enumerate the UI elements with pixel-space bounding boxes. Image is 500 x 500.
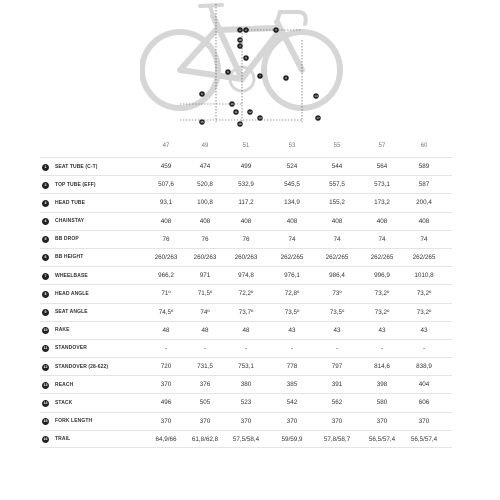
size-column-header: 49 — [201, 143, 209, 149]
table-cell: 370 — [376, 417, 388, 425]
table-cell: 76 — [162, 235, 170, 243]
table-cell: 73,7º — [238, 308, 254, 316]
diagram-marker — [237, 43, 243, 49]
row-label: RAKE — [55, 327, 70, 334]
diagram-marker — [199, 91, 205, 97]
table-cell: - — [335, 344, 339, 352]
table-cell: 134,9 — [284, 199, 300, 207]
table-cell: 544 — [331, 163, 343, 170]
table-cell: 731,5 — [197, 363, 213, 371]
table-cell: 391 — [331, 381, 343, 389]
diagram-marker-label: 5 — [245, 56, 247, 61]
table-cell: 542 — [286, 399, 298, 407]
table-cell: 262/265 — [325, 253, 349, 261]
row-number-badge: 3 — [42, 200, 49, 207]
table-cell: 408 — [376, 217, 388, 225]
table-cell: 380 — [240, 381, 252, 389]
diagram-marker — [257, 73, 263, 79]
table-cell: 43 — [333, 326, 341, 334]
diagram-marker — [273, 27, 279, 33]
table-cell: 43 — [420, 326, 428, 334]
table-cell: - — [164, 344, 168, 352]
diagram-marker-label: 18 — [238, 38, 242, 43]
table-cell: 61,8/62,8 — [191, 435, 219, 443]
diagram-marker-label: 10 — [230, 102, 234, 107]
table-cell: 74º — [200, 308, 210, 316]
geometry-row — [40, 357, 452, 375]
row-label: HEAD ANGLE — [55, 290, 89, 297]
table-cell: 459 — [160, 163, 172, 170]
table-cell: 797 — [331, 363, 343, 371]
row-number-badge: 4 — [42, 218, 49, 225]
size-column-header: 51 — [242, 143, 250, 149]
row-label: SEAT ANGLE — [55, 309, 88, 315]
row-number-badge: 15 — [43, 419, 48, 424]
diagram-marker — [315, 115, 321, 121]
diagram-marker-label: 4 — [239, 44, 241, 49]
row-label: HEAD TUBE — [55, 199, 86, 206]
table-cell: 974,8 — [238, 272, 254, 280]
table-cell: 117,2 — [238, 199, 254, 207]
row-number-badge: 10 — [43, 328, 48, 333]
bike-geometry-diagram — [140, 0, 360, 130]
table-cell: 404 — [418, 381, 430, 389]
table-cell: 564 — [376, 163, 388, 170]
geometry-row — [40, 321, 452, 339]
table-cell: 370 — [199, 417, 211, 425]
table-cell: 408 — [160, 217, 172, 225]
table-cell: 262/265 — [412, 253, 436, 261]
table-cell: 260/263 — [193, 253, 217, 261]
row-label: STANDOVER — [55, 345, 87, 352]
table-cell: 587 — [418, 181, 430, 189]
table-cell: 606 — [418, 399, 430, 407]
table-cell: 370 — [418, 417, 430, 425]
diagram-marker — [237, 121, 243, 127]
table-cell: 838,9 — [416, 363, 432, 371]
table-cell: 260/263 — [154, 253, 178, 261]
diagram-marker — [233, 109, 239, 115]
table-cell: 408 — [331, 217, 343, 225]
size-header-row — [40, 143, 452, 157]
row-number-badge: 1 — [42, 164, 49, 171]
geometry-row — [40, 266, 452, 284]
row-number-badge: 13 — [43, 382, 48, 387]
table-cell: 73,2º — [374, 290, 390, 298]
geometry-row — [40, 412, 452, 430]
row-number-badge: 5 — [42, 236, 49, 243]
table-cell: 545,5 — [284, 181, 300, 189]
table-cell: 262/265 — [370, 253, 394, 261]
table-cell: 73º — [332, 290, 342, 298]
diagram-marker — [199, 119, 205, 125]
geometry-row — [40, 375, 452, 393]
table-cell: 986,4 — [329, 272, 345, 280]
diagram-marker-label: 17 — [316, 116, 320, 121]
geometry-row — [40, 284, 452, 302]
table-cell: 72,2º — [238, 290, 254, 298]
table-cell: 496 — [160, 399, 172, 407]
geometry-row — [40, 430, 452, 448]
table-cell: 74 — [420, 235, 428, 243]
row-number-badge: 12 — [43, 364, 48, 369]
table-cell: 76 — [201, 235, 209, 243]
table-cell: 370 — [286, 417, 298, 425]
diagram-marker-label: 1 — [239, 28, 241, 33]
table-cell: 370 — [331, 417, 343, 425]
table-cell: 398 — [376, 381, 388, 389]
diagram-marker — [225, 69, 231, 75]
row-number-badge: 16 — [43, 437, 48, 442]
diagram-marker-label: 8 — [285, 76, 287, 81]
diagram-marker-label: 16 — [238, 122, 242, 127]
table-cell: 74,5º — [158, 308, 174, 316]
table-cell: - — [422, 344, 426, 352]
diagram-marker-label: 13 — [258, 116, 262, 121]
table-cell: 200,4 — [416, 199, 432, 207]
table-cell: 48 — [242, 326, 250, 334]
geometry-row — [40, 193, 452, 211]
table-cell: 778 — [286, 363, 298, 371]
table-cell: 71,5º — [197, 290, 213, 298]
table-cell: 408 — [286, 217, 298, 225]
table-cell: 971 — [199, 272, 211, 280]
row-number-badge: 8 — [42, 291, 49, 298]
row-label: WHEELBASE — [55, 272, 88, 279]
row-label: TOP TUBE (EFF) — [55, 181, 96, 188]
table-cell: 507,6 — [158, 181, 174, 189]
row-number-badge: 11 — [43, 346, 48, 351]
table-cell: 73,5º — [284, 308, 300, 316]
row-label: BB HEIGHT — [55, 254, 84, 261]
size-column-header: 57 — [378, 143, 386, 149]
diagram-marker-label: 12 — [248, 110, 252, 115]
table-cell: 370 — [240, 417, 252, 425]
row-label: REACH — [55, 381, 74, 388]
row-label: STACK — [55, 399, 73, 406]
table-cell: 74 — [288, 235, 296, 243]
table-cell: 524 — [286, 163, 298, 170]
table-cell: 71º — [161, 290, 171, 298]
table-cell: 408 — [240, 217, 252, 225]
row-label: TRAIL — [55, 436, 71, 443]
table-cell: 48 — [162, 326, 170, 334]
table-cell: 370 — [160, 381, 172, 389]
row-label: STANDOVER (28-622) — [55, 363, 109, 370]
table-cell: 385 — [286, 381, 298, 389]
table-cell: - — [203, 344, 207, 352]
diagram-marker-label: 6 — [227, 70, 229, 75]
table-cell: 376 — [199, 381, 211, 389]
table-cell: 64,9/66 — [155, 435, 177, 443]
table-cell: 155,2 — [329, 199, 345, 207]
size-column-header: 47 — [162, 143, 170, 149]
table-cell: 474 — [199, 163, 211, 170]
table-cell: 73,2º — [416, 290, 432, 298]
row-number-badge: 2 — [42, 182, 49, 189]
size-column-header: 53 — [288, 143, 296, 149]
table-cell: 408 — [418, 217, 430, 225]
table-cell: 753,1 — [238, 363, 254, 371]
table-cell: - — [244, 344, 248, 352]
diagram-marker-label: 15 — [200, 120, 204, 125]
row-number-badge: 7 — [42, 273, 49, 280]
geometry-row — [40, 303, 452, 321]
table-cell: 814,6 — [374, 363, 390, 371]
diagram-marker — [243, 27, 249, 33]
table-cell: 720 — [160, 363, 172, 371]
row-number-badge: 9 — [42, 309, 49, 316]
table-cell: 562 — [331, 399, 343, 407]
table-cell: 73,2º — [416, 308, 432, 316]
table-cell: 580 — [376, 399, 388, 407]
table-cell: 260/263 — [234, 253, 258, 261]
diagram-marker — [237, 27, 243, 33]
table-cell: 74 — [378, 235, 386, 243]
diagram-marker-label: 7 — [259, 74, 261, 79]
row-number-badge: 14 — [43, 400, 48, 405]
size-column-header: 55 — [333, 143, 341, 149]
table-cell: 59/59,9 — [281, 435, 303, 443]
table-cell: 43 — [378, 326, 386, 334]
table-cell: 499 — [240, 163, 252, 170]
diagram-marker — [313, 93, 319, 99]
table-cell: 48 — [201, 326, 209, 334]
geometry-row — [40, 175, 452, 193]
geometry-rows — [40, 157, 452, 448]
table-cell: 43 — [288, 326, 296, 334]
table-cell: 56,5/57,4 — [410, 435, 438, 443]
geometry-table — [40, 143, 452, 448]
diagram-marker — [283, 75, 289, 81]
diagram-marker-label: 2 — [245, 28, 247, 33]
table-cell: 557,5 — [329, 181, 345, 189]
geometry-row — [40, 157, 452, 175]
row-label: BB DROP — [55, 236, 79, 243]
table-cell: 996,9 — [374, 272, 390, 280]
table-cell: 520,8 — [197, 181, 213, 189]
table-cell: 57,8/58,7 — [323, 435, 351, 443]
row-label: SEAT TUBE (C-T) — [55, 163, 98, 170]
table-cell: 100,8 — [197, 199, 213, 207]
table-cell: 73,5º — [329, 308, 345, 316]
diagram-marker-label: 3 — [275, 28, 277, 33]
table-cell: - — [380, 344, 384, 352]
table-cell: 262/265 — [280, 253, 304, 261]
row-number-badge: 6 — [42, 254, 49, 261]
table-cell: 532,9 — [238, 181, 254, 189]
diagram-marker — [229, 101, 235, 107]
table-cell: 173,2 — [374, 199, 390, 207]
table-cell: 370 — [160, 417, 172, 425]
table-cell: 505 — [199, 399, 211, 407]
diagram-marker-label: 14 — [314, 94, 318, 99]
table-cell: - — [290, 344, 294, 352]
table-cell: 976,1 — [284, 272, 300, 280]
table-cell: 73,2º — [374, 308, 390, 316]
diagram-marker-label: 9 — [201, 92, 203, 97]
geometry-row — [40, 393, 452, 411]
table-cell: 408 — [199, 217, 211, 225]
diagram-marker — [237, 37, 243, 43]
diagram-marker — [247, 109, 253, 115]
diagram-marker — [257, 115, 263, 121]
table-cell: 589 — [418, 163, 430, 170]
table-cell: 76 — [242, 235, 250, 243]
geometry-row — [40, 339, 452, 357]
table-cell: 57,5/58,4 — [232, 435, 260, 443]
geometry-row — [40, 230, 452, 248]
diagram-marker-label: 11 — [234, 110, 238, 115]
geometry-row — [40, 212, 452, 230]
diagram-marker — [243, 55, 249, 61]
row-label: FORK LENGTH — [55, 418, 93, 425]
table-cell: 72,8º — [284, 290, 300, 298]
table-cell: 1010,8 — [414, 272, 434, 280]
table-cell: 573,1 — [374, 181, 390, 189]
table-cell: 74 — [333, 235, 341, 243]
row-label: CHAINSTAY — [55, 218, 85, 225]
table-cell: 523 — [240, 399, 252, 407]
size-column-header: 60 — [420, 143, 428, 149]
geometry-row — [40, 248, 452, 266]
table-cell: 966,2 — [158, 272, 174, 280]
table-cell: 93,1 — [159, 199, 173, 207]
table-cell: 56,5/57,4 — [368, 435, 396, 443]
